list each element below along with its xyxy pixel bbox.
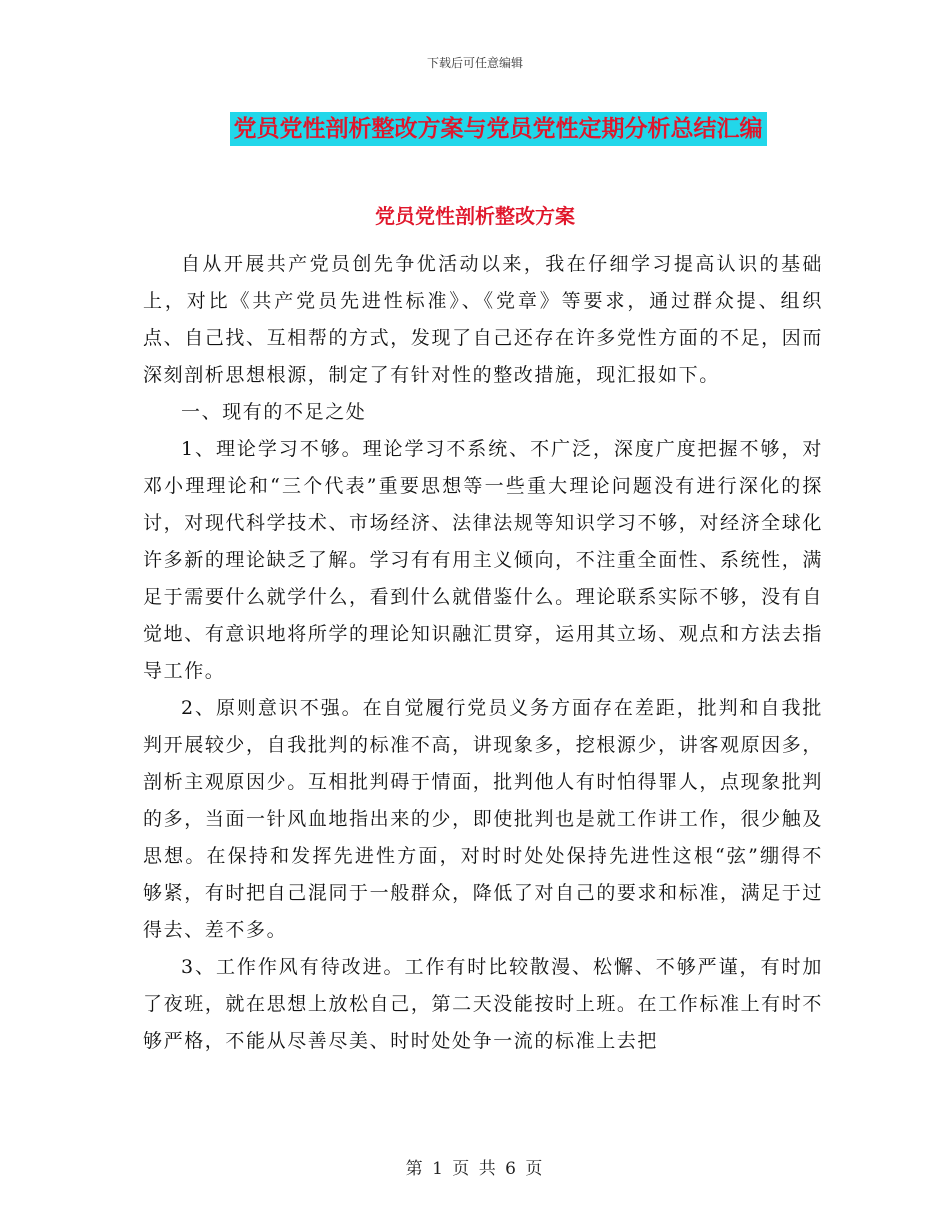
header-note: 下载后可任意编辑 [426,56,523,70]
main-title-container [0,112,950,146]
paragraph-theory-study: 1、理论学习不够。理论学习不系统、不广泛，深度广度把握不够，对邓小理理论和“三个代表”重要思想等一些重大理论问题没有进行深化的探讨，对现代科学技术、市场经济、法律法规等知识学习不够，对经济全球化许多新的理论缺乏了解。学习有有用主义倾向，不注重全面性、系统性，满足于需要什么就学什么，看到什么就借鉴什么。理论联系实际不够，没有自觉地、有意识地将所学的理论知识融汇贯穿，运用其立场、观点和方法去指导工作。 [143,438,823,682]
page-number-footer: 第 1 页 共 6 页 [405,1159,545,1179]
section-title: 党员党性剖析整改方案 [375,204,575,228]
paragraph-heading-shortcomings: 一、现有的不足之处 [181,401,367,423]
paragraph-principle-awareness: 2、原则意识不强。在自觉履行党员义务方面存在差距，批判和自我批判开展较少，自我批判的标准不高，讲现象多，挖根源少，讲客观原因多，剖析主观原因少。互相批判碍于情面，批判他人有时怕得罪人，点现象批判的多，当面一针风血地指出来的少，即使批判也是就工作讲工作，很少触及思想。在保持和发挥先进性方面，对时时处处保持先进性这根“弦”绷得不够紧，有时把自己混同于一般群众，降低了对自己的要求和标准，满足于过得去、差不多。 [143,697,823,941]
main-title: 党员党性剖析整改方案与党员党性定期分析总结汇编 [230,112,767,146]
paragraph-intro: 自从开展共产党员创先争优活动以来，我在仔细学习提高认识的基础上，对比《共产党员先进性标准》、《党章》等要求，通过群众提、组织点、自己找、互相帮的方式，发现了自己还存在许多党性方面的不足，因而深刻剖析思想根源，制定了有针对性的整改措施，现汇报如下。 [143,253,823,386]
document-body [143,246,823,1060]
paragraph-work-style: 3、工作作风有待改进。工作有时比较散漫、松懈、不够严谨，有时加了夜班，就在思想上放松自己，第二天没能按时上班。在工作标准上有时不够严格，不能从尽善尽美、时时处处争一流的标准上去把 [143,956,823,1052]
